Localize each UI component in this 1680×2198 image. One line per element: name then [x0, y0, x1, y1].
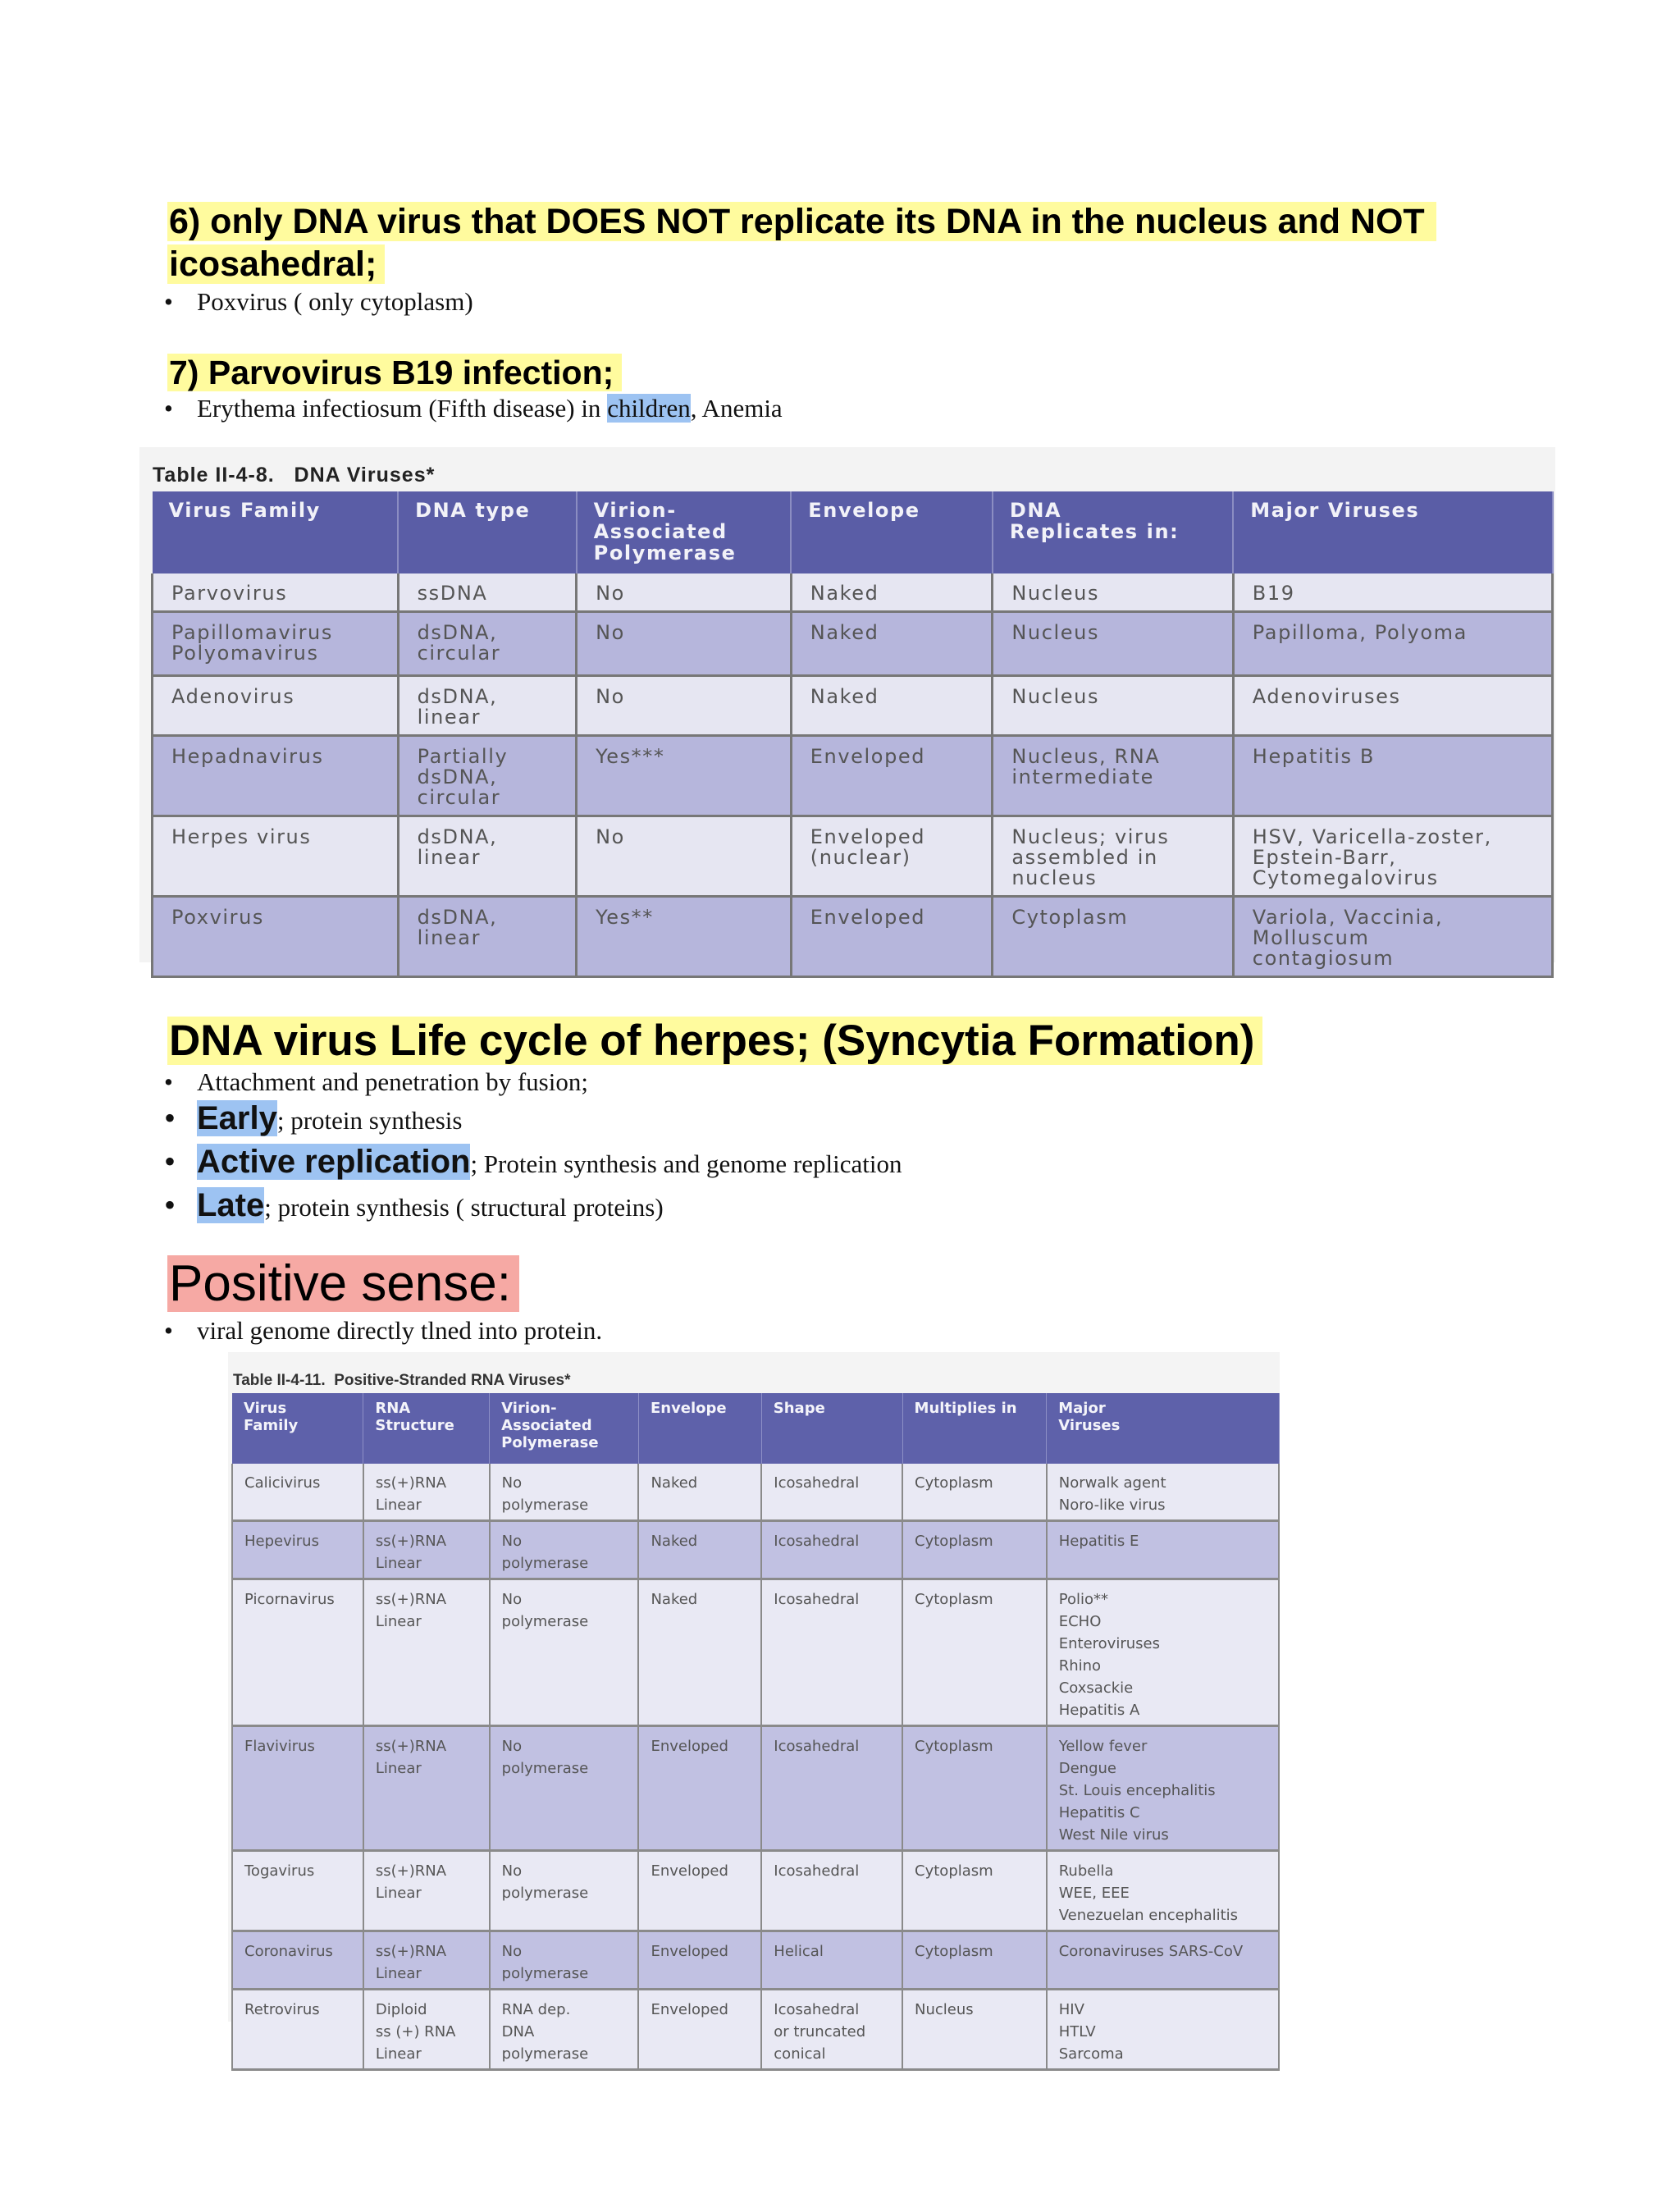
table-cell: Diploid ss (+) RNA Linear — [363, 1990, 490, 2070]
column-header: Virion- Associated Polymerase — [577, 491, 792, 573]
section7-heading: 7) Parvovirus B19 infection; — [167, 353, 622, 392]
table-cell: Icosahedral or truncated conical — [761, 1990, 902, 2070]
table-cell: Enveloped — [791, 736, 993, 816]
table-row — [232, 1579, 1279, 1726]
table-cell: Coronaviruses SARS-CoV — [1047, 1931, 1279, 1990]
table-cell: Icosahedral — [761, 1579, 902, 1726]
table-cell: Norwalk agent Noro-like virus — [1047, 1464, 1279, 1521]
column-header: Major Viruses — [1233, 491, 1552, 573]
table-cell: Parvovirus — [153, 573, 399, 612]
column-header: Envelope — [638, 1393, 761, 1464]
table-cell: ss(+)RNA Linear — [363, 1726, 490, 1851]
herpes-bullet-attachment: • Attachment and penetration by fusion; — [164, 1067, 588, 1096]
table-cell: ss(+)RNA Linear — [363, 1579, 490, 1726]
rna-viruses-table-figure — [228, 1352, 1280, 2063]
table-cell: Nucleus — [993, 612, 1233, 676]
table-cell: Hepatitis E — [1047, 1521, 1279, 1579]
table-cell: HIV HTLV Sarcoma — [1047, 1990, 1279, 2070]
herpes-bullet-early: • Early; protein synthesis — [161, 1098, 902, 1141]
table-cell: Hepevirus — [232, 1521, 363, 1579]
table-cell: ssDNA — [398, 573, 577, 612]
table-cell: No — [577, 676, 792, 736]
table-cell: No polymerase — [490, 1464, 639, 1521]
column-header: Multiplies in — [902, 1393, 1047, 1464]
table-cell: Icosahedral — [761, 1726, 902, 1851]
table-cell: Enveloped (nuclear) — [791, 816, 993, 897]
table-cell: ss(+)RNA Linear — [363, 1464, 490, 1521]
table-cell: Yes** — [577, 897, 792, 977]
column-header: Shape — [761, 1393, 902, 1464]
column-header: Virus Family — [232, 1393, 363, 1464]
table-cell: No polymerase — [490, 1579, 639, 1726]
table-cell: Flavivirus — [232, 1726, 363, 1851]
table-cell: Partially dsDNA, circular — [398, 736, 577, 816]
dna-table-caption: Table II-4-8. DNA Viruses* — [153, 464, 436, 487]
table-cell: Enveloped — [638, 1931, 761, 1990]
table-cell: Nucleus — [993, 573, 1233, 612]
table-cell: Icosahedral — [761, 1521, 902, 1579]
table-row — [153, 676, 1553, 736]
table-cell: Cytoplasm — [902, 1851, 1047, 1931]
table-cell: Calicivirus — [232, 1464, 363, 1521]
table-cell: ss(+)RNA Linear — [363, 1931, 490, 1990]
table-row — [232, 1990, 1279, 2070]
positive-sense-heading: Positive sense: — [167, 1254, 519, 1314]
table-cell: Icosahedral — [761, 1464, 902, 1521]
table-cell: B19 — [1233, 573, 1552, 612]
table-cell: Nucleus — [993, 676, 1233, 736]
rna-viruses-table — [231, 1393, 1280, 2071]
table-cell: Togavirus — [232, 1851, 363, 1931]
table-row — [232, 1726, 1279, 1851]
table-cell: Naked — [791, 676, 993, 736]
table-row — [232, 1851, 1279, 1931]
table-cell: Naked — [638, 1521, 761, 1579]
table-cell: Papillomavirus Polyomavirus — [153, 612, 399, 676]
dna-viruses-table — [151, 491, 1554, 978]
table-cell: Naked — [638, 1464, 761, 1521]
table-cell: Enveloped — [791, 897, 993, 977]
table-cell: Cytoplasm — [902, 1726, 1047, 1851]
table-row — [153, 573, 1553, 612]
table-cell: Enveloped — [638, 1851, 761, 1931]
table-cell: Naked — [638, 1579, 761, 1726]
bullet-dot-icon: • — [164, 1186, 176, 1223]
bullet-dot-icon: • — [164, 1316, 173, 1345]
bullet-dot-icon: • — [164, 1143, 176, 1180]
table-cell: Icosahedral — [761, 1851, 902, 1931]
table-cell: Adenoviruses — [1233, 676, 1552, 736]
table-cell: RNA dep. DNA polymerase — [490, 1990, 639, 2070]
table-cell: No polymerase — [490, 1521, 639, 1579]
section6-bullet: • Poxvirus ( only cytoplasm) — [161, 286, 473, 318]
table-cell: No — [577, 816, 792, 897]
column-header: DNA type — [398, 491, 577, 573]
positive-sense-bullet: • viral genome directly tlned into protein. — [161, 1314, 602, 1347]
table-cell: Hepadnavirus — [153, 736, 399, 816]
table-cell: No — [577, 612, 792, 676]
table-cell: Enveloped — [638, 1726, 761, 1851]
table-cell: Variola, Vaccinia, Molluscum contagiosum — [1233, 897, 1552, 977]
table-cell: HSV, Varicella-zoster, Epstein-Barr, Cytomegalovirus — [1233, 816, 1552, 897]
table-cell: Cytoplasm — [902, 1464, 1047, 1521]
table-row — [232, 1521, 1279, 1579]
herpes-bullet-active-replication: • Active replication; Protein synthesis and genome replication — [161, 1141, 902, 1185]
section7-bullets — [161, 392, 783, 425]
table-cell: Rubella WEE, EEE Venezuelan encephalitis — [1047, 1851, 1279, 1931]
table-cell: Picornavirus — [232, 1579, 363, 1726]
section6-heading-line2: icosahedral; — [167, 244, 385, 284]
table-cell: No polymerase — [490, 1726, 639, 1851]
table-cell: Retrovirus — [232, 1990, 363, 2070]
table-row — [232, 1931, 1279, 1990]
table-cell: No polymerase — [490, 1931, 639, 1990]
bullet-dot-icon: • — [164, 1099, 176, 1136]
positive-sense-bullets — [161, 1314, 602, 1347]
table-row — [153, 612, 1553, 676]
table-row — [153, 736, 1553, 816]
table-cell: Papilloma, Polyoma — [1233, 612, 1552, 676]
rna-table-caption: Table II-4-11. Positive-Stranded RNA Viruses* — [233, 1372, 571, 1389]
table-cell: Cytoplasm — [902, 1931, 1047, 1990]
column-header: Envelope — [791, 491, 993, 573]
bullet-dot-icon: • — [164, 287, 173, 316]
table-cell: Yellow fever Dengue St. Louis encephalitis Hepatitis C West Nile virus — [1047, 1726, 1279, 1851]
herpes-bullet-late: • Late; protein synthesis ( structural proteins) — [161, 1185, 902, 1228]
table-row — [153, 897, 1553, 977]
table-cell: No polymerase — [490, 1851, 639, 1931]
table-cell: Coronavirus — [232, 1931, 363, 1990]
table-cell: Adenovirus — [153, 676, 399, 736]
column-header: Major Viruses — [1047, 1393, 1279, 1464]
table-cell: Cytoplasm — [993, 897, 1233, 977]
table-cell: Nucleus; virus assembled in nucleus — [993, 816, 1233, 897]
table-cell: dsDNA, linear — [398, 816, 577, 897]
table-cell: Poxvirus — [153, 897, 399, 977]
table-cell: Nucleus — [902, 1990, 1047, 2070]
herpes-heading: DNA virus Life cycle of herpes; (Syncytia Formation) — [167, 1016, 1262, 1067]
herpes-bullets — [161, 1067, 902, 1228]
table-cell: ss(+)RNA Linear — [363, 1851, 490, 1931]
table-cell: Hepatitis B — [1233, 736, 1552, 816]
table-cell: dsDNA, linear — [398, 897, 577, 977]
table-row — [153, 816, 1553, 897]
section7-bullet: • Erythema infectiosum (Fifth disease) in children, Anemia — [161, 392, 783, 425]
column-header: DNA Replicates in: — [993, 491, 1233, 573]
table-cell: Cytoplasm — [902, 1521, 1047, 1579]
bullet-dot-icon: • — [164, 1067, 173, 1096]
table-cell: Yes*** — [577, 736, 792, 816]
section6-heading-line1: 6) only DNA virus that DOES NOT replicate its DNA in the nucleus and NOT — [167, 202, 1436, 241]
highlight-children: children — [607, 394, 691, 423]
dna-viruses-table-figure — [139, 447, 1555, 970]
section6-bullets — [161, 286, 473, 318]
table-cell: dsDNA, linear — [398, 676, 577, 736]
table-cell: Polio** ECHO Enteroviruses Rhino Coxsackie Hepatitis A — [1047, 1579, 1279, 1726]
table-row — [232, 1464, 1279, 1521]
bullet-dot-icon: • — [164, 394, 173, 423]
table-cell: Enveloped — [638, 1990, 761, 2070]
table-cell: No — [577, 573, 792, 612]
table-cell: Cytoplasm — [902, 1579, 1047, 1726]
column-header: RNA Structure — [363, 1393, 490, 1464]
table-cell: Naked — [791, 573, 993, 612]
column-header: Virus Family — [153, 491, 399, 573]
column-header: Virion- Associated Polymerase — [490, 1393, 639, 1464]
table-cell: Helical — [761, 1931, 902, 1990]
table-cell: Nucleus, RNA intermediate — [993, 736, 1233, 816]
section6-heading — [167, 200, 1436, 286]
table-cell: dsDNA, circular — [398, 612, 577, 676]
table-cell: Herpes virus — [153, 816, 399, 897]
table-cell: Naked — [791, 612, 993, 676]
table-cell: ss(+)RNA Linear — [363, 1521, 490, 1579]
